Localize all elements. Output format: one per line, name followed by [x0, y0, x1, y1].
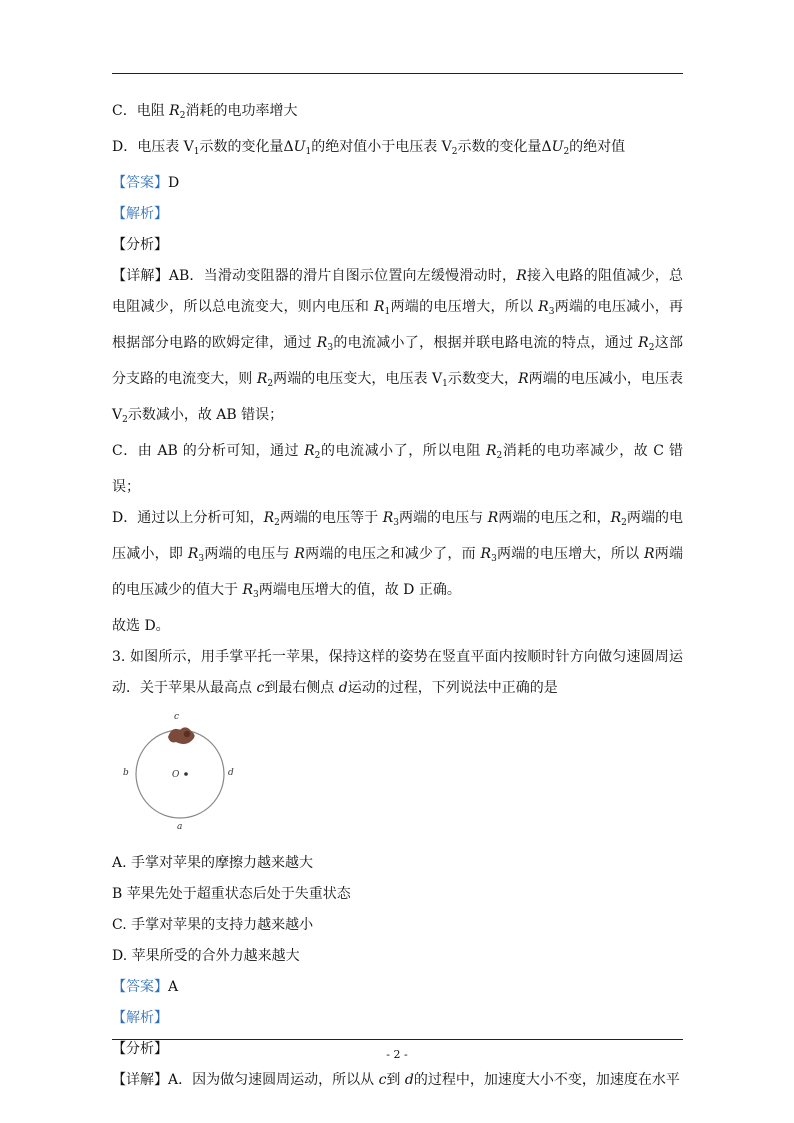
- answer-tag: 【答案】: [112, 175, 168, 191]
- label-o: O: [172, 770, 180, 780]
- question-3-stem: 3. 如图所示，用手掌平托一苹果，保持这样的姿势在竖直平面内按顺时针方向做匀速圆周运动．关于苹果从最高点 c到最右侧点 d运动的过程，下列说法中正确的是: [112, 649, 683, 696]
- detail-ab-paragraph: 【详解】AB．当滑动变阻器的滑片自图示位置向左缓慢滑动时，R接入电路的阻值减少，总电阻减少，所以总电流变大，则内电压和 $R_1$两端的电压增大，所以 $R_3$两端的电压减小，再根据部分电路的欧姆定律，通过 $R_3$的电流减小了，根据并联电路电流的特点，通过 $R_2$这部分支路的电流变大，则 $R_2$两端的电压变大，电压表 $V_1$示数变大，R两端的电压减小，电压表 $V_2$示数减小，故 AB 错误；: [112, 268, 684, 425]
- circle-diagram: [120, 712, 240, 838]
- detail-d-paragraph: D．通过以上分析可知，$R_2$两端的电压等于 $R_3$两端的电压与 R两端的电压之和，$R_2$两端的电压减小，即 $R_3$两端的电压与 R两端的电压之和减少了，而 $R_3$两端的电压增大，所以 R两端的电压减少的值大于 $R_3$两端电压增大的值，故 D 正确。: [112, 510, 684, 600]
- analysis-heading-1: 【解析】: [112, 206, 168, 222]
- answer-value: A: [168, 979, 179, 995]
- option-c: C. 手掌对苹果的支持力越来越小: [112, 917, 314, 933]
- footer-rule: [112, 1039, 683, 1040]
- label-d: d: [228, 768, 234, 778]
- option-d-line: D．电压表 $V_1$示数的变化量$\Delta U_1$的绝对值小于电压表 $V_2$示数的变化量$\Delta U_2$的绝对值: [112, 139, 626, 157]
- hand-apple-icon: [168, 727, 195, 744]
- label-a: a: [177, 822, 183, 832]
- answer-1: [112, 168, 683, 199]
- analysis-heading-2: 【解析】: [112, 1010, 168, 1026]
- answer-value: D: [168, 175, 180, 191]
- detail-2-line: 【详解】A．因为做匀速圆周运动，所以从 c到 d的过程中，加速度大小不变，加速度在水平: [112, 1072, 680, 1088]
- fenxi-heading-2: 【分析】: [112, 1041, 168, 1057]
- option-a: A. 手掌对苹果的摩擦力越来越大: [112, 855, 314, 871]
- label-c: c: [174, 712, 180, 722]
- option-c-line: C．电阻 $R_2$消耗的电功率增大: [112, 103, 298, 121]
- answer-2: [112, 972, 683, 1003]
- page-number: - 2 -: [386, 1048, 408, 1061]
- detail-c-paragraph: C．由 AB 的分析可知，通过 $R_2$的电流减小了，所以电阻 $R_2$消耗的电功率减少，故 C 错误；: [112, 443, 683, 495]
- label-b: b: [123, 768, 129, 778]
- header-rule: [112, 73, 683, 74]
- fenxi-heading-1: 【分析】: [112, 237, 168, 253]
- choose-line-1: 故选 D。: [112, 618, 170, 634]
- center-dot: [184, 772, 188, 776]
- option-b: B 苹果先处于超重状态后处于失重状态: [112, 886, 351, 902]
- page-content: [112, 96, 683, 1096]
- option-d: D. 苹果所受的合外力越来越大: [112, 948, 300, 964]
- answer-tag: 【答案】: [112, 979, 168, 995]
- circular-motion-figure: [120, 712, 240, 838]
- apple-icon: [184, 731, 190, 737]
